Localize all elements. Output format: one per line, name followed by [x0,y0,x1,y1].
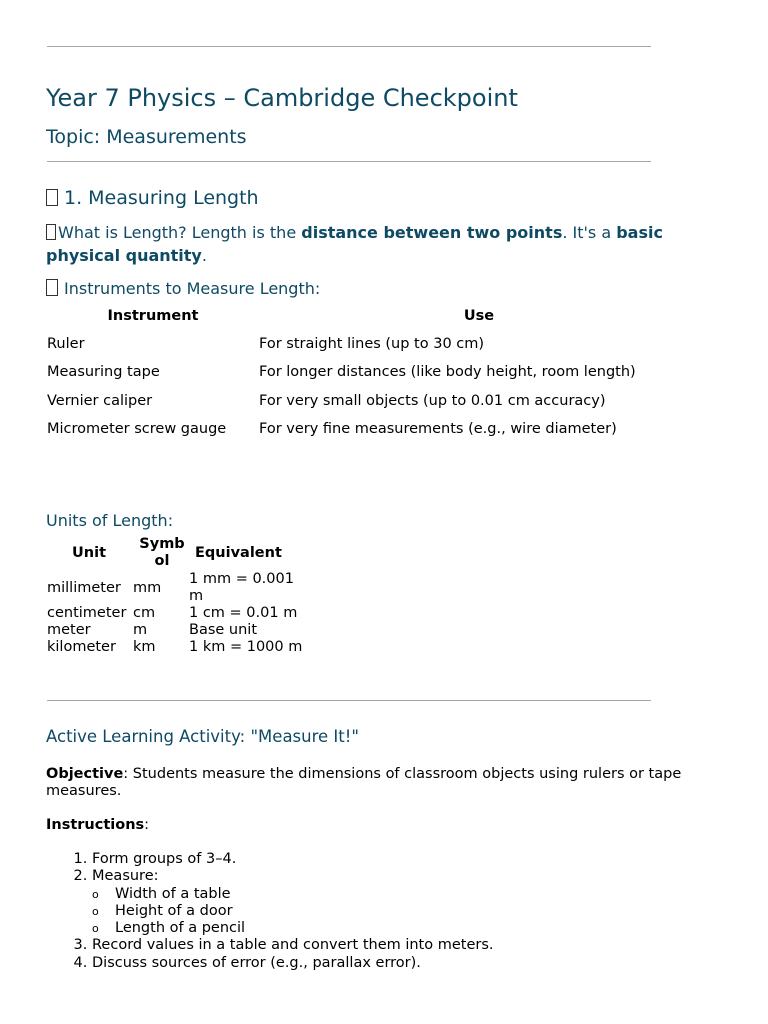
table-cell: For very small objects (up to 0.01 cm accuracy) [259,392,606,409]
table-cell: km [133,639,156,655]
instruments-heading [46,279,320,298]
table-row [47,385,699,417]
table-cell: For straight lines (up to 30 cm) [259,335,485,352]
table-row [47,571,305,605]
instruments-table [47,304,699,442]
table-cell: centimeter [47,605,127,621]
table-cell: m [133,622,148,638]
column-header-equivalent: Equivalent [195,544,282,561]
intro-bold-quantity: basic physical quantity [46,223,663,265]
sublist-item: o Length of a pencil [115,920,494,937]
table-cell: millimeter [47,579,121,596]
length-definition [46,221,706,267]
list-item: 4. Discuss sources of error (e.g., parallax error). [92,955,494,972]
objective-paragraph [46,766,706,801]
intro-text-mid: . It's a [562,223,617,242]
table-cell: 1 mm = 0.001 m [189,571,294,604]
table-cell: Measuring tape [47,364,160,380]
table-cell: mm [133,579,162,596]
column-header-instrument: Instrument [107,308,199,324]
table-cell: Vernier caliper [47,392,153,409]
topic-subtitle: Topic: Measurements [46,126,247,148]
units-heading: Units of Length: [46,511,174,530]
table-row [47,639,305,656]
intro-text: What is Length? Length is the [58,223,302,242]
instructions-label: Instructions [46,817,145,833]
section-heading-text: 1. Measuring Length [64,187,259,209]
table-row [47,328,699,360]
list-item: 1. Form groups of 3–4. [92,851,494,868]
list-item: 3. Record values in a table and convert them into meters. [92,937,494,954]
units-table [47,535,305,656]
table-cell: kilometer [47,639,116,655]
instruction-steps [46,851,494,972]
section-heading-measuring-length [46,187,259,209]
table-cell: Base unit [189,622,258,638]
column-header-symbol: Symbol [139,536,185,569]
missing-glyph-box-icon [46,224,56,240]
top-rule [47,46,651,47]
table-cell: 1 cm = 0.01 m [189,605,298,621]
measure-sublist [92,886,494,938]
list-item [92,868,494,937]
table-cell: Micrometer screw gauge [47,421,227,437]
objective-label: Objective [46,766,124,782]
table-row [47,417,699,442]
objective-text: : Students measure the dimensions of classroom objects using rulers or tape measures. [46,766,682,800]
table-row [47,605,305,622]
intro-bold-distance: distance between two points [301,223,563,242]
table-cell: For very fine measurements (e.g., wire diameter) [259,421,617,437]
column-header-unit: Unit [72,544,106,561]
page-title: Year 7 Physics – Cambridge Checkpoint [46,84,518,112]
intro-text-end: . [201,246,207,265]
list-item-text: Measure: [92,868,159,885]
sublist-item: o Height of a door [115,903,494,920]
table-cell: cm [133,605,156,621]
activity-heading: Active Learning Activity: "Measure It!" [46,727,359,746]
instructions-label-line [46,817,149,833]
missing-glyph-box-icon [46,189,58,206]
table-cell: For longer distances (like body height, room length) [259,364,636,380]
table-cell: meter [47,622,91,638]
title-rule [47,161,651,162]
table-cell: Ruler [47,335,85,352]
section-rule [47,700,651,701]
instruments-heading-text: Instruments to Measure Length: [64,279,321,298]
table-row [47,360,699,385]
sublist-item: o Width of a table [115,886,494,903]
column-header-use: Use [463,308,495,324]
table-cell: 1 km = 1000 m [189,639,303,655]
instructions-colon: : [144,817,150,833]
missing-glyph-box-icon [46,279,58,296]
table-row [47,622,305,639]
